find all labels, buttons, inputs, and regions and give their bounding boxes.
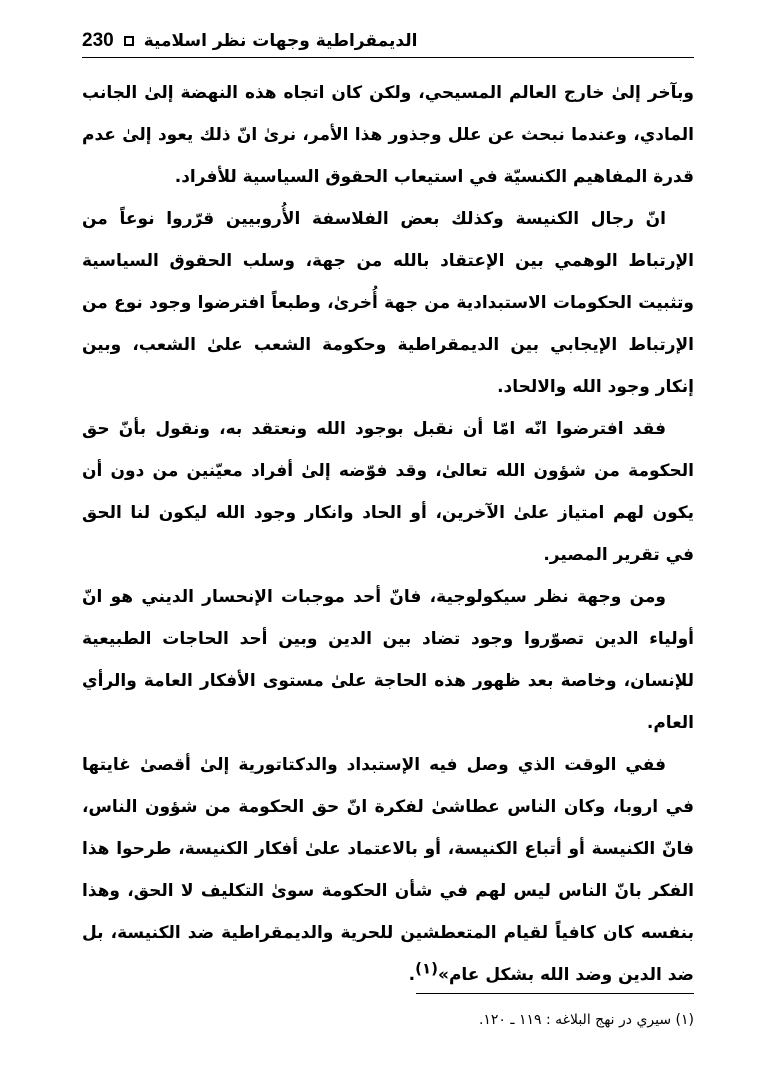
paragraph-end-punct: . [408,965,416,985]
paragraph-last [82,744,694,996]
running-header [82,28,694,54]
paragraph: فقد افترضوا انّه امّا أن نقبل بوجود الله ونعتقد به، ونقول بأنّ حق الحكومة من شؤون الله تعالىٰ، وقد فوّضه إلىٰ أفراد معيّنين من دون أن يكون لهم امتياز علىٰ الآخرين، أو الحاد وانكار وجود الله ليكون لنا الحق في تقرير المصير. [82,419,694,565]
paragraph-text: ففي الوقت الذي وصل فيه الإستبداد والدكتاتورية إلىٰ أقصىٰ غايتها في اروبا، وكان الناس عطاشىٰ لفكرة انّ حق الحكومة من شؤون الناس، فانّ الكنيسة أو أتباع الكنيسة، أو بالاعتماد علىٰ أفكار الكنيسة، طرحوا هذا الفكر بانّ الناس ليس لهم في شأن الحكومة سوىٰ التكليف لا الحق، وهذا بنفسه كان كافياً لقيام المتعطشين للحرية والديمقراطية ضد الكنيسة، بل ضد الدين وضد الله بشكل عام» [82,755,694,985]
paragraph: وبآخر إلىٰ خارج العالم المسيحي، ولكن كان اتجاه هذه النهضة إلىٰ الجانب المادي، وعندما نبحث عن علل وجذور هذا الأمر، نرىٰ انّ ذلك يعود إلىٰ عدم قدرة المفاهيم الكنسيّة في استيعاب الحقوق السياسية للأفراد. [82,83,694,187]
footnote: (١) سيري در نهج البلاغه : ١١٩ ـ ١٢٠. [478,1012,694,1028]
header-divider [82,57,694,58]
running-title: الديمقراطية وجهات نظر اسلامية [143,31,418,51]
paragraph: ومن وجهة نظر سيكولوجية، فانّ أحد موجبات الإنحسار الديني هو انّ أولياء الدين تصوّروا وجود تضاد بين الدين وبين أحد الحاجات الطبيعية للإنسان، وخاصة بعد ظهور هذه الحاجة علىٰ مستوى الأفكار العامة والرأي العام. [82,587,694,733]
footnote-divider [416,993,694,994]
footnote-reference[interactable]: (١) [415,959,438,978]
main-text [82,72,694,996]
square-bullet-icon [124,36,134,46]
paragraph: انّ رجال الكنيسة وكذلك بعض الفلاسفة الأُروبيين قرّروا نوعاً من الإرتباط الوهمي بين الإعتقاد بالله من جهة، وسلب الحقوق السياسية وتثبيت الحكومات الاستبدادية من جهة أُخرىٰ، وطبعاً افترضوا وجود نوع من الإرتباط الإيجابي بين الديمقراطية وحكومة الشعب علىٰ الشعب، وبين إنكار وجود الله والالحاد. [82,209,694,397]
page-number: 230 [82,30,114,51]
